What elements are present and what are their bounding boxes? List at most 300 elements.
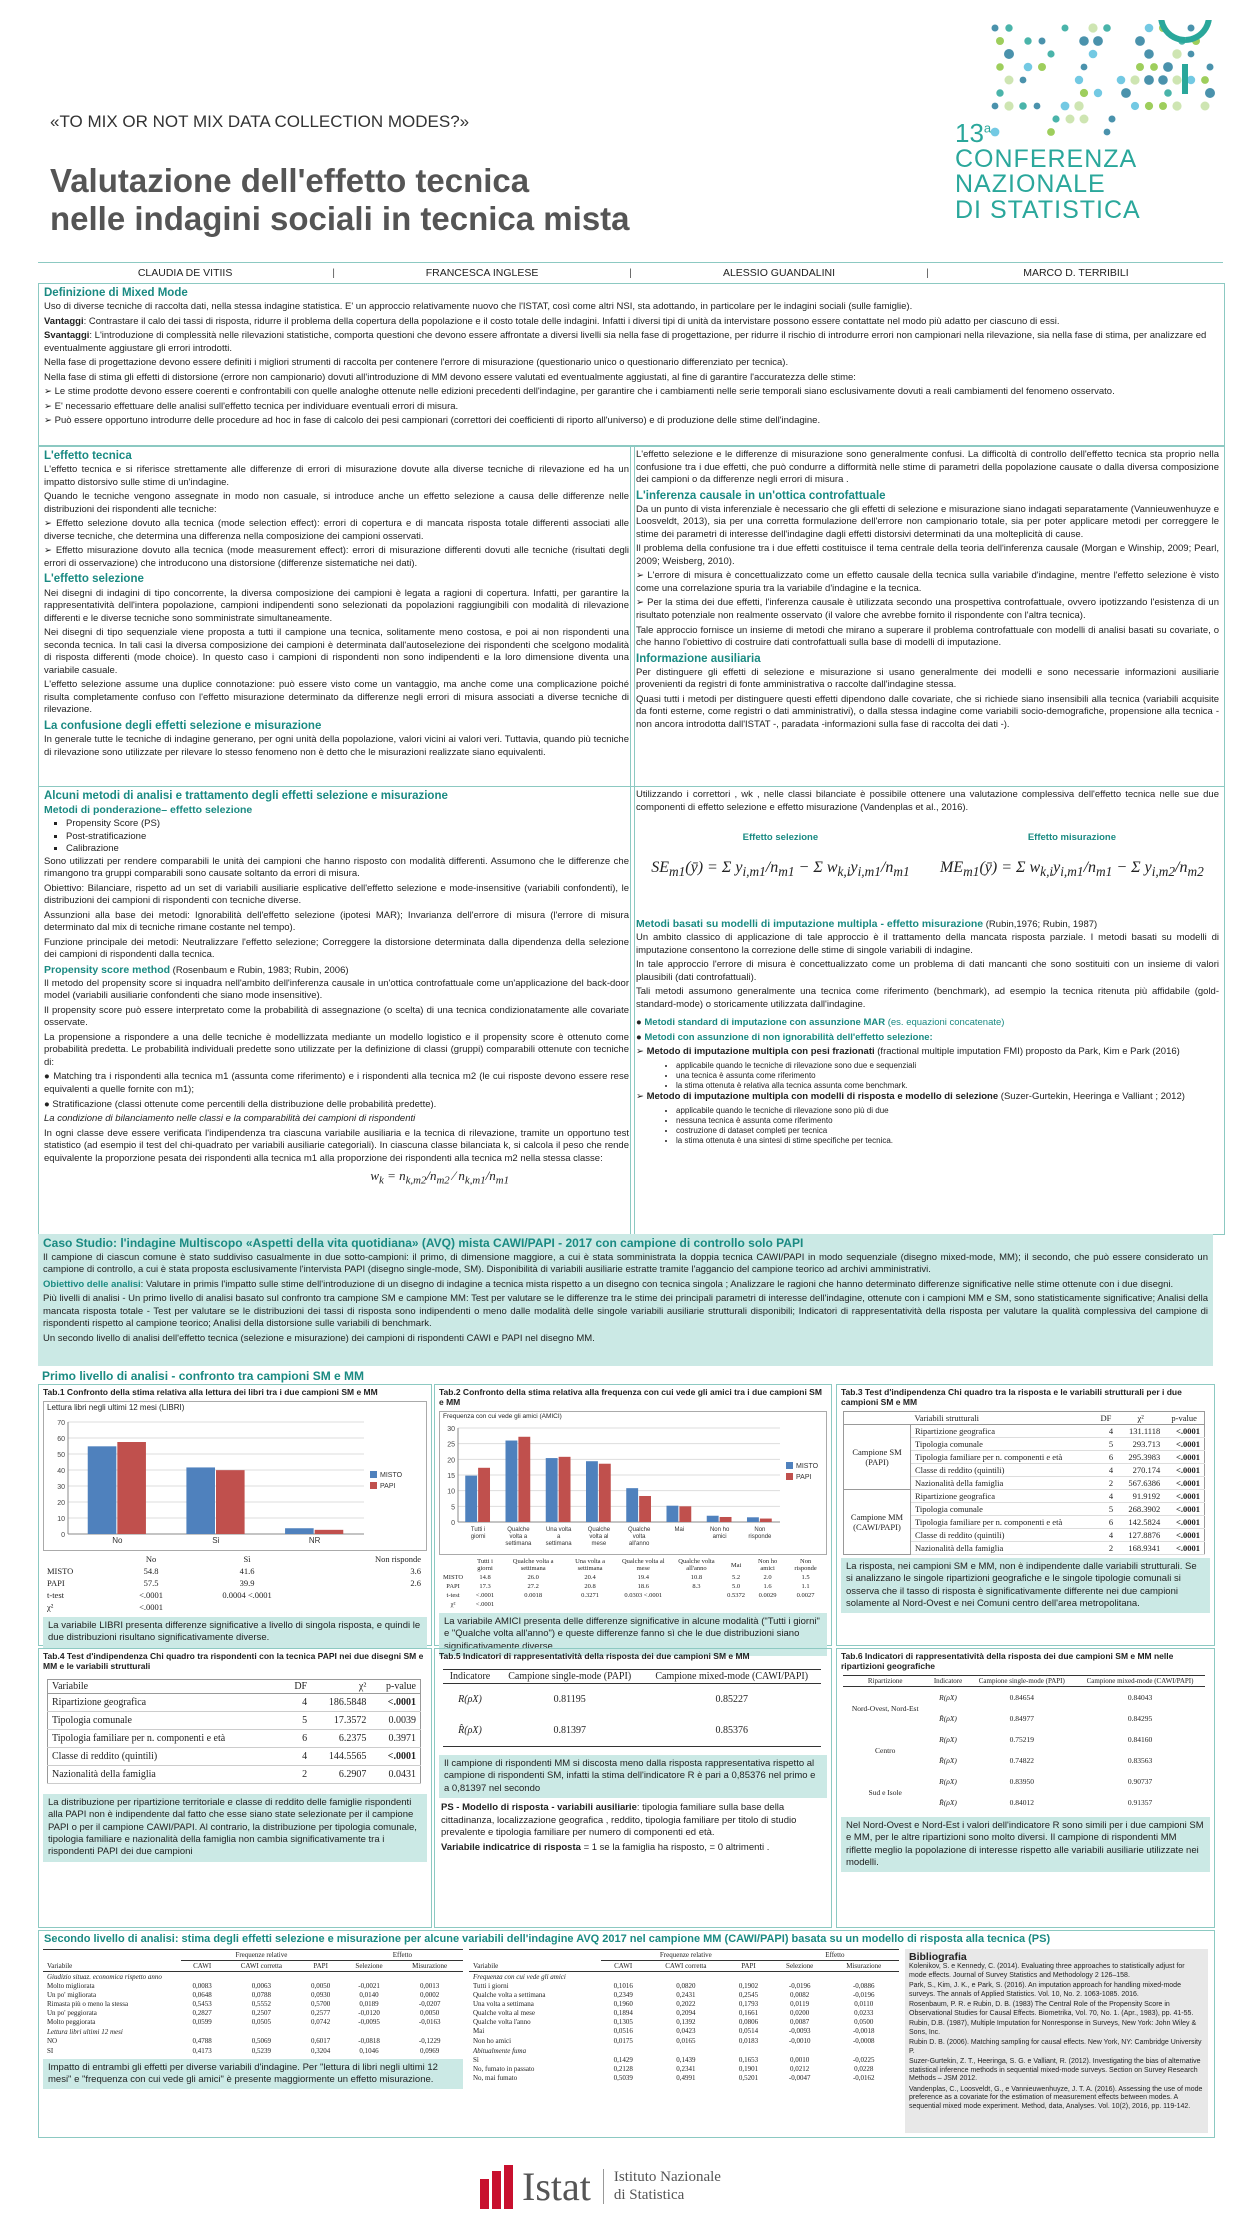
tab2-table — [439, 1557, 825, 1609]
table-cell: Qualche volta l'anno — [473, 2018, 531, 2027]
methods-p2: Obiettivo: Bilanciare, rispetto ad un set di variabili ausiliarie esplicative dell'effetto selezione e mode-insensitive (variabili confondenti), le distribuzioni dei campioni di rispondenti con tecniche diverse. — [44, 882, 629, 907]
table-cell: <.0001 — [1164, 1503, 1204, 1516]
mi-p1: Un ambito classico di applicazione di tale approccio è il trattamento della mancata risposta parziale. I metodi basati su modelli di imputazione consentono la correzione delle stime di singole variabili di indagine. — [636, 932, 1219, 956]
methods-title: Alcuni metodi di analisi e trattamento degli effetti selezione e misurazione — [44, 790, 448, 802]
table-cell: Un po' peggiorata — [47, 2009, 97, 2018]
table-row — [469, 2000, 899, 2009]
table-cell: 0.0027 — [796, 1592, 815, 1599]
table-row — [469, 1991, 899, 2000]
table-cell: 0,0514 — [738, 2027, 759, 2036]
table-row — [439, 1600, 825, 1609]
table-cell: 5 — [1095, 1438, 1117, 1451]
table-cell: Nazionalità della famiglia — [911, 1542, 1095, 1555]
poster-kicker: «TO MIX OR NOT MIX DATA COLLECTION MODES?» — [50, 112, 470, 131]
table-row — [469, 2018, 899, 2027]
bar-papi — [599, 1464, 611, 1522]
table-cell: 0,1429 — [613, 2055, 633, 2064]
logo-dot — [1150, 63, 1158, 71]
intro-bullet-1: Le stime prodotte devono essere coerenti e confrontabili con quelle analoghe ottenute nelle edizioni precedenti dell'indagine, per garantire che i cambiamenti nelle serie temporali siano esclusivamente dovuti a reali cambiamenti del fenomeno osservato. — [54, 386, 1115, 398]
subheader: Effetto — [342, 1950, 463, 1961]
table-cell: 0,0820 — [676, 1982, 696, 1990]
table-cell: 6 — [284, 1730, 311, 1748]
tab2-header: Qualche volta al mese — [621, 1558, 665, 1572]
poster-title — [50, 162, 630, 238]
advantages-label: Vantaggi — [44, 315, 84, 327]
bar-papi — [478, 1468, 490, 1522]
tab6-header: Indicatore — [933, 1677, 963, 1685]
table-cell: 14.8 — [479, 1574, 491, 1581]
intro-title: Definizione di Mixed Mode — [44, 287, 188, 299]
tab2-title: Tab.2 Confronto della stima relativa alla frequenza con cui vede gli amici tra i due campioni SM e MM — [439, 1387, 822, 1407]
table-cell: Qualche volta a settimana — [473, 1991, 546, 2000]
table-row — [469, 2037, 899, 2046]
table-cell: 295.3983 — [1117, 1451, 1164, 1464]
table-cell: 0,5453 — [192, 2000, 212, 2009]
x-tick-label: risponde — [748, 1534, 772, 1540]
tab5 — [434, 1648, 832, 1928]
institute-line-1: Istituto Nazionale — [613, 2169, 721, 2186]
group-label: Campione MM (CAWI/PAPI) — [844, 1490, 911, 1555]
tab4-header: DF — [294, 1681, 308, 1692]
bar-misto — [505, 1441, 517, 1522]
table-cell: 20.8 — [584, 1583, 596, 1590]
subheader: Frequenze relative — [601, 1950, 771, 1961]
table-cell: 19.4 — [637, 1574, 649, 1581]
methods-p3: Assunzioni alla base dei metodi: Ignorabilità dell'effetto selezione (ipotesi MAR); Invarianza dell'errore di misura (l'errore di misura determinato dal mix di tecniche rimane costante nel tempo). — [44, 909, 629, 934]
bibliography-item: Park, S., Kim, J. K., e Park, S. (2016). An imputation approach for handling mixed-mode surveys. The annals of Applied Statistics. Vol. 10, No. 2. 1063-1085. 2016. — [909, 1982, 1181, 1998]
selection-p1: Nei disegni di indagini di tipo concorrente, la diversa composizione dei campioni è legata a ragioni di copertura. Infatti, per garantire la rappresentatività dell'intera popolazione, campioni indipendenti sono selezionati da popolazioni raggiungibili con modalità di rilevazione differenti e le diverse tecniche sono somministrate simultaneamente. — [44, 587, 629, 624]
table-cell: 18.6 — [637, 1583, 649, 1590]
istat-bars-icon — [480, 2165, 516, 2209]
col-header: Selezione — [786, 1962, 814, 1970]
methods-p9: In ogni classe deve essere verificata l'indipendenza tra ciascuna variabile ausiliaria e la tecnica di rilevazione, tramite un opportuno test statistico (ad esempio il test del chi-quadrato per variabili ausiliarie categoriali). In ciascuna classe bilanciata k, si calcola il peso che rende equivalente la proporzione pesata dei rispondenti alla tecnica m1 alla proporzione dei rispondenti alla tecnica m2 nella stessa classe: — [44, 1127, 629, 1164]
group-label: Sud e Isole — [868, 1787, 902, 1797]
table-cell: 0,1392 — [676, 2018, 696, 2027]
selection-title: L'effetto selezione — [44, 573, 144, 586]
tab1-header: Sì — [243, 1554, 251, 1564]
logo-dot — [1062, 25, 1069, 32]
table-cell: 0.3271 — [581, 1592, 600, 1599]
y-tick-label: 40 — [57, 1468, 65, 1475]
logo-dot — [996, 89, 1003, 96]
tab7-table — [43, 1949, 463, 2056]
table-cell: 6.2375 — [311, 1730, 370, 1748]
logo-dot — [1047, 50, 1054, 57]
table-cell: 0,2577 — [311, 2009, 331, 2018]
table-cell: 0.81397 — [553, 1725, 586, 1736]
table-cell: 0,0050 — [420, 2009, 440, 2018]
weighting-title: Metodi di ponderazione– effetto selezione — [44, 804, 253, 817]
table-cell: -0,0018 — [852, 2027, 875, 2036]
x-tick-label: Tutti i — [470, 1527, 486, 1533]
x-tick-label: Non ho — [709, 1527, 730, 1533]
col-header: CAWI — [614, 1962, 633, 1970]
tab8-table — [469, 1949, 899, 2083]
table-cell: -0,0120 — [358, 2009, 380, 2018]
methods-p5: Il metodo del propensity score si inquadra nell'ambito dell'inferenza causale in un'ottica controfattuale come un'applicazione del back-door model (variabili ausiliarie confondenti che siano mode insensitive). — [44, 977, 629, 1002]
formula-measurement-title: Effetto misurazione — [1027, 832, 1116, 844]
table-cell: Ripartizione geografica — [911, 1425, 1095, 1438]
logo-dot — [992, 103, 999, 110]
table-cell: 0.84043 — [1127, 1693, 1153, 1702]
col-header: PAPI — [313, 1962, 328, 1970]
tab3 — [836, 1384, 1215, 1646]
logo-dot — [992, 25, 999, 32]
tab5-title: Tab.5 Indicatori di rappresentatività della risposta dei due campioni SM e MM — [439, 1651, 750, 1661]
table-row — [48, 1766, 421, 1784]
y-tick-label: 15 — [447, 1473, 455, 1480]
logo-dot — [1093, 36, 1103, 46]
table-cell: 4 — [284, 1748, 311, 1766]
logo-dot — [1172, 49, 1181, 58]
case-objective-label: Obiettivo delle analisi — [43, 1278, 141, 1290]
table-cell: 0.84012 — [1009, 1798, 1034, 1807]
methods-p1: Sono utilizzati per rendere comparabili le unità dei campioni che hanno risposto con modalità differenti. Assumono che le differenze che rimangono tra gruppi comparabili sono causate soltanto da errori di misura. — [44, 855, 629, 880]
logo-dot — [1136, 63, 1144, 71]
table-cell: 4 — [284, 1694, 311, 1712]
mi-ref: (Rubin,1976; Rubin, 1987) — [985, 919, 1098, 931]
table-row — [43, 2047, 463, 2056]
bibliography-item: Kolenikov, S. e Kennedy, C. (2014). Evaluating three approaches to statistically adjust for mode effects. Journal of Survey Statistics and Methodology 2 126–158. — [909, 1963, 1185, 1979]
table-cell: 0,5700 — [311, 2000, 331, 2009]
table-cell: 0,2094 — [676, 2009, 696, 2018]
selection-p3: L'effetto selezione assume una duplice connotazione: può essere visto come un vantaggio, ma anche come una complicazione poiché risulta completamente confuso con l'effetto misurazione determinato da differenze negli errori di misura associati a diverse tecniche di rilevazione. — [44, 679, 629, 716]
table-cell: 0,1046 — [359, 2046, 379, 2055]
table-row — [469, 2056, 899, 2065]
table-cell: <.0001 — [1164, 1529, 1204, 1542]
x-tick-label: Qualche — [587, 1527, 611, 1533]
title-line-2: nelle indagini sociali in tecnica mista — [50, 199, 630, 237]
x-tick-label: Una volta — [545, 1527, 572, 1533]
table-cell: -0,0095 — [358, 2018, 380, 2027]
fmi-method: Metodo di imputazione multipla con pesi frazionati — [646, 1046, 875, 1058]
table-cell: <.0001 — [139, 1590, 163, 1600]
table-row — [844, 1490, 1205, 1503]
case-title: Caso Studio: l'indagine Multiscopo «Aspetti della vita quotidiana» (AVQ) mista CAWI/PAPI - 2017 con campione di controllo solo PAPI — [43, 1236, 804, 1250]
table-cell: 0,5552 — [251, 2000, 272, 2009]
table-cell: 0.85376 — [715, 1725, 748, 1736]
table-cell: Sì — [473, 2055, 479, 2064]
mi-nonignorable: Metodi con assunzione di non ignorabilità dell'effetto selezione: — [644, 1031, 933, 1043]
logo-dot — [1121, 88, 1131, 98]
bar-papi — [117, 1442, 146, 1534]
tab2-bar-chart — [440, 1424, 826, 1552]
bibliography-item: Vandenplas, C., Loosveldt, G., e Vannieuwenhuyze, J. T. A. (2016). Assessing the use of mode preference as a covariate for the estimation of measurement effects between modes. A sequential mixed mode experiment. Method, data, Analyses. Vol. 10(2), 2016, pp. 119-142. — [909, 2085, 1203, 2110]
table-cell: 0,5069 — [251, 2037, 272, 2046]
table-cell: <.0001 — [1164, 1438, 1204, 1451]
propensity-ref: (Rosenbaum e Rubin, 1983; Rubin, 2006) — [172, 964, 349, 976]
logo-dot — [1131, 102, 1139, 110]
table-cell: 0,4991 — [676, 2073, 696, 2082]
table-cell: 4 — [1095, 1529, 1117, 1542]
table-cell: 268.3902 — [1117, 1503, 1164, 1516]
table-cell: 0.91357 — [1127, 1798, 1153, 1807]
tab2-chart — [439, 1411, 827, 1555]
logo-dot — [1089, 50, 1098, 59]
table-cell: R̂(ρX) — [939, 1798, 957, 1807]
logo-dot — [1117, 76, 1126, 85]
tab3-header: Variabili strutturali — [914, 1413, 979, 1423]
logo-dot — [1024, 37, 1031, 44]
table-cell: -0,0196 — [852, 1991, 875, 2000]
table-cell: t-test — [446, 1592, 460, 1599]
logo-dot — [1061, 102, 1070, 111]
table-row — [43, 2037, 463, 2046]
bar-misto — [285, 1528, 314, 1534]
table-cell: <.0001 — [1164, 1490, 1204, 1503]
tab5-header: Campione single-mode (PAPI) — [508, 1671, 632, 1682]
confusion-p1: In generale tutte le tecniche di indagine generano, per ogni unità della popolazione, valori vicini ai valori veri. Tuttavia, quando più tecniche di rilevazione sono utilizzate per rilevare lo stesso fenomeno non è detto che le misurazioni realizzate siano equivalenti. — [44, 734, 629, 758]
conference-logo — [955, 120, 1141, 223]
table-cell: 0,0189 — [359, 2000, 379, 2009]
table-cell: 0.83950 — [1009, 1777, 1034, 1786]
methods-section: Alcuni metodi di analisi e trattamento degli effetti selezione e misurazione Metodi di ponderazione– effetto selezione ▪ Propensity Score (PS) ▪ Post-stratificazione ▪ Calibrazione Sono utilizzati per rendere comparabili le unità dei campioni che hanno risposto con modalità differenti. Assumono che le differenze che rimangono tra gruppi comparabili sono causate soltanto da errori di misura. Obiettivo: Bilanciare, rispetto ad un set di variabili ausiliarie esplicative dell'effetto selezione e mode-insensitive (variabili confondenti), le distribuzioni dei campioni di rispondenti con tecniche diverse. Assunzioni alla base dei metodi: Ignorabilità dell'effetto selezione (ipotesi MAR); Invarianza dell'errore di misura (l'errore di misura determinato dal mix di tecniche rimane costante nel tempo). Funzione principale dei metodi: Neutralizzare l'effetto selezione; Correggere la distorsione determinata dalla dipendenza della selezione dei campioni di rispondenti dalla tecnica. Propensity score method (Rosenbaum e Rubin, 1983; Rubin, 2006) Il metodo del propensity score si inquadra nell'ambito dell'inferenza causale in un'ottica controfattuale come un'applicazione del back-door model (variabili ausiliarie confondenti che siano mode insensitive). Il propensity score può essere interpretato come la probabilità di assegnazione (o scelta) di una tecnica condizionatamente alle covariate osservate. La propensione a rispondere a una delle tecniche è modellizzata mediante un modello logistico e il propensity score è ottenuto come probabilità predetta. Le probabilità individuali predette sono utilizzate per la definizione di classi (gruppi) comparabili ottenute con tecniche di: ● Matching tra i rispondenti alla tecnica m1 (assunta come riferimento) e i rispondenti alla tecnica m2 (le cui risposte devono essere rese equivalenti a quelle fornite con m1); ● Stratificazione (classi ottenute come percentili della distribuzione delle probabilità predette). La condizione di bilanciamento nelle classi e la comparabilità dei campioni di rispondenti In ogni classe deve essere verificata l'indipendenza tra ciascuna variabile ausiliaria e la tecnica di rilevazione, tramite un opportuno test statistico (ad esempio il test del chi-quadrato per variabili ausiliarie categoriali). In ciascuna classe bilanciata k, si calcola il peso che rende equivalente la proporzione pesata dei rispondenti alla tecnica m1 alla proporzione dei rispondenti alla tecnica m2 nella stessa classe: $w_k = n_{k,m2}/n_{m2}$ ∕ $n_{k,m1}/n_{m1}$ — [38, 786, 635, 1235]
logo-dot — [1144, 49, 1154, 59]
table-row — [843, 1687, 1205, 1709]
table-cell: 0.75219 — [1009, 1735, 1034, 1744]
conference-line-2: NAZIONALE — [955, 170, 1106, 199]
selection-p2: Nei disegni di tipo sequenziale viene proposta a tutti il campione una tecnica, solitamente meno costosa, e poi ai non rispondenti una seconda tecnica. In tali casi la diversa composizione dei campioni è determinata dall'autoselezione dei rispondenti che scelgono modalità di risposta differenti (mode choice). In questo caso i campioni di rispondenti non sono indipendenti e la loro dimensione diventa una variabile casuale. — [44, 627, 629, 676]
table-cell: 567.6386 — [1117, 1477, 1164, 1490]
tab1-title: Tab.1 Confronto della stima relativa alla lettura dei libri tra i due campioni SM e MM — [43, 1387, 378, 1397]
group-label: Frequenza con cui vede gli amici — [473, 1973, 566, 1981]
table-cell: <.0001 — [1164, 1464, 1204, 1477]
map-pin-icon — [1161, 20, 1209, 94]
author-4: MARCO D. TERRIBILI — [1023, 267, 1129, 279]
ps-label: PS - Modello di risposta - variabili ausiliarie — [441, 1802, 637, 1814]
bar-papi — [760, 1519, 772, 1522]
tab5-table — [443, 1669, 821, 1747]
y-tick-label: 20 — [447, 1457, 455, 1465]
table-cell: 0.0303 <.0001 — [624, 1592, 663, 1599]
table-cell: 2 — [1095, 1542, 1117, 1555]
author-1: CLAUDIA DE VITIIS — [137, 267, 233, 279]
table-cell: Rimasta più o meno la stessa — [47, 2000, 129, 2009]
table-row — [844, 1425, 1205, 1438]
istat-brand: Istat — [522, 2164, 591, 2209]
table-row — [43, 1982, 463, 1991]
mi-p2: In tale approccio l'errore di misura è concettualizzato come un problema di dati mancanti che sono sostituiti con un insieme di valori plausibili (dati controfattuali). — [636, 959, 1219, 983]
tab5-note: Il campione di rispondenti MM si discosta meno dalla risposta rappresentativa rispetto al campione di rispondenti SM, infatti la stima dell'indicatore R è pari a 0,85376 nel primo e a 0,81397 nel secondo — [439, 1755, 827, 1798]
table-cell: Nazionalità della famiglia — [911, 1477, 1095, 1490]
table-cell: 0,0083 — [192, 1982, 212, 1990]
tab2-header: Una volta a settimana — [575, 1558, 606, 1572]
logo-dot — [1038, 63, 1046, 71]
table-cell: 0,0806 — [738, 2018, 759, 2027]
table-cell: 0.3971 — [370, 1730, 420, 1748]
table-cell: Mai — [473, 2027, 485, 2036]
table-cell: Tipologia familiare per n. componenti e età — [911, 1451, 1095, 1464]
tab3-note: La risposta, nei campioni SM e MM, non è indipendente dalle variabili strutturali. Se si analizzano le singole ripartizioni geografiche e le singole tipologie comunali si osserva che il tasso di risposta è significativamente differente nei due campioni solamente al Nord-Ovest e nei Comuni centro dell'area metropolitana. — [841, 1558, 1210, 1613]
tab4-header: Variabile — [52, 1681, 89, 1692]
table-cell — [670, 1591, 723, 1600]
methods-p6: Il propensity score può essere interpretato come la probabilità di assegnazione (o scelta) di una tecnica condizionatamente alle covariate osservate. — [44, 1004, 629, 1029]
table-cell: Tipologia familiare per n. componenti e età — [911, 1516, 1095, 1529]
fmi-item: • una tecnica è assunta come riferimento — [676, 1071, 1219, 1081]
x-tick-label: settimana — [545, 1541, 572, 1547]
table-cell: 0,0200 — [790, 2009, 810, 2018]
table-cell: 5 — [284, 1712, 311, 1730]
table-cell: R(ρX) — [939, 1777, 957, 1786]
table-cell: 1.1 — [801, 1583, 810, 1590]
method-item: ▪ Calibrazione — [66, 843, 629, 856]
table-cell: PAPI — [446, 1583, 460, 1590]
table-cell: 0,2545 — [738, 1991, 759, 2000]
tab4-note: La distribuzione per ripartizione territoriale e classe di reddito delle famiglie rispondenti alla PAPI non è indipendente dal fatto che esse siano state selezionate per il campione PAPI o per il campione CAWI/PAPI. Al contrario, la distribuzione per tipologia comunale, tipologia familiare e nazionalità della famiglia non cambia significativamente tra i rispondenti PAPI dei due campioni — [43, 1794, 427, 1862]
logo-dot — [1081, 64, 1088, 71]
tab8 — [469, 1949, 899, 2083]
table-cell: 4 — [1095, 1425, 1117, 1438]
y-tick-label: 20 — [57, 1500, 65, 1507]
col-header: CAWI corretta — [240, 1962, 282, 1970]
logo-dot — [1020, 77, 1027, 84]
table-cell — [617, 1600, 670, 1609]
x-tick-label: amici — [712, 1534, 727, 1540]
subheader: Effetto — [771, 1950, 899, 1961]
table-cell: 2 — [1095, 1477, 1117, 1490]
logo-dot — [1024, 63, 1033, 72]
table-cell: 0,2507 — [251, 2009, 272, 2018]
tab3-table — [843, 1411, 1205, 1555]
table-cell: 0.0018 — [524, 1592, 543, 1599]
table-cell: 0.84295 — [1127, 1714, 1153, 1723]
table-cell: 186.5848 — [311, 1694, 370, 1712]
table-cell: 5.2 — [732, 1574, 741, 1581]
tab3-header: p-value — [1171, 1413, 1197, 1423]
logo-dot — [1094, 89, 1102, 97]
table-cell: 0,0013 — [420, 1982, 440, 1990]
table-cell: -0,0021 — [358, 1982, 380, 1990]
logo-dot — [1005, 76, 1014, 85]
bar-misto — [88, 1446, 117, 1534]
tab2-header — [439, 1557, 467, 1573]
conference-sup: a — [983, 120, 992, 136]
second-title: Secondo livello di analisi: stima degli effetti selezione e misurazione per alcune variabili dell'indagine AVQ 2017 nel campione MM (CAWI/PAPI) basata su un modello di risposta alla tecnica (PS) — [44, 1933, 1051, 1945]
table-cell: R̂(ρX) — [458, 1725, 482, 1736]
tab2-note: La variabile AMICI presenta delle differenze significative in alcune modalità ("Tutti i giorni" e "Qualche volta all'anno") e queste differenze fanno sì che le due distribuzioni siano significativamente diverse. — [439, 1613, 827, 1656]
mims-item: • applicabile quando le tecniche di rilevazione sono più di due — [676, 1106, 1219, 1116]
fmi-item: • applicabile quando le tecniche di rilevazione sono due e sequenziali — [676, 1061, 1219, 1071]
weight-formula: $w_k = n_{k,m2}/n_{m2}$ ∕ $n_{k,m1}/n_{m1}$ — [370, 1168, 509, 1187]
table-cell: 6 — [1095, 1516, 1117, 1529]
tab5-header: Indicatore — [449, 1671, 491, 1682]
bar-misto — [747, 1517, 759, 1522]
tab3-header: DF — [1100, 1413, 1112, 1423]
table-cell: 91.9192 — [1117, 1490, 1164, 1503]
table-cell: 0.84654 — [1009, 1693, 1034, 1702]
table-cell: 5 — [1095, 1503, 1117, 1516]
table-cell: <.0001 — [1164, 1451, 1204, 1464]
table-cell: 57.5 — [143, 1578, 159, 1588]
table-cell: 0,2349 — [613, 1991, 633, 2000]
case-p1: Il campione di ciascun comune è stato suddiviso casualmente in due sotto-campioni: il primo, di dimensione maggiore, a cui è stata somministrata la doppia tecnica CAWI/PAPI in modo sequenziale (disegno mixed-mode, MM); il secondo, che può essere considerato un campione di controllo, a cui è stata proposta esclusivamente l'intervista PAPI (disegno single-mode, SM). Disponibilità di variabili ausiliarie estratte tramite l'aggancio del campione teorico ad archivi amministrativi. — [43, 1251, 1208, 1276]
group-label: Campione SM (PAPI) — [844, 1425, 911, 1490]
tab7-note: Impatto di entrambi gli effetti per diverse variabili d'indagine. Per "lettura di libri negli ultimi 12 mesi" e "frequenza con cui vede gli amici" è presente maggiormente un effetto misurazione. — [43, 2059, 463, 2090]
table-cell: -0,0093 — [788, 2027, 811, 2036]
col-header: Misurazione — [412, 1962, 448, 1970]
table-cell: 0,2128 — [613, 2064, 633, 2073]
table-cell: 6.2907 — [311, 1766, 370, 1784]
table-cell: 0,0063 — [251, 1982, 272, 1990]
x-tick-label: volta — [632, 1534, 646, 1540]
bar-misto — [707, 1516, 719, 1522]
table-cell: Molto migliorata — [47, 1982, 95, 1990]
table-cell — [670, 1600, 723, 1609]
table-cell: 0,0788 — [251, 1991, 272, 2000]
legend-label: PAPI — [380, 1483, 396, 1490]
bibliography-item: Rubin D. B. (2006). Matching sampling for causal effects. New York, NY: Cambridge University P. — [909, 2039, 1202, 2055]
table-cell: -0,0008 — [852, 2036, 875, 2045]
tab2-header: Non ho amici — [757, 1558, 778, 1572]
logo-dot — [1145, 24, 1154, 33]
mi-p3: Tali metodi assumono generalmente una tecnica come riferimento (benchmark), ad esempio la tecnica ritenuta più affidabile (gold-standard-mode) o storicamente utilizzata dall'indagine. — [636, 986, 1219, 1010]
table-cell: <.0001 — [1164, 1477, 1204, 1490]
logo-dot — [1004, 49, 1014, 59]
legend-label: MISTO — [380, 1472, 403, 1479]
table-cell: R(ρX) — [939, 1735, 957, 1744]
table-row — [43, 1991, 463, 2000]
method-item: ▪ Propensity Score (PS) — [66, 818, 629, 831]
table-cell: 17.3 — [479, 1583, 491, 1590]
case-objective: : Valutare in primis l'impatto sulle stime dell'introduzione di un disegno di indagine a tecnica mista rispetto a un disegno con tecnica singola ; Analizzare le ragioni che hanno determinato differenze significative nelle stime ottenute con i due disegni. — [140, 1278, 1174, 1290]
table-cell: Un po' migliorata — [47, 1991, 97, 2000]
table-cell: 41.6 — [239, 1566, 255, 1576]
tab7 — [43, 1949, 463, 2089]
table-cell: Tipologia familiare per n. componenti e età — [48, 1730, 285, 1748]
table-cell: Ripartizione geografica — [48, 1694, 285, 1712]
tab4-header: p-value — [386, 1681, 416, 1692]
bar-papi — [679, 1506, 691, 1522]
legend-label: PAPI — [796, 1474, 812, 1481]
y-tick-label: 30 — [57, 1484, 65, 1491]
x-tick-label: NR — [308, 1536, 321, 1545]
tab1-chart-title: Lettura libri negli ultimi 12 mesi (LIBRI) — [47, 1403, 185, 1412]
logo-dot — [1188, 25, 1195, 32]
col-header: Variabile — [47, 1961, 73, 1970]
table-cell: 0,0110 — [854, 2000, 874, 2009]
tab1-chart — [43, 1401, 427, 1551]
table-row — [843, 1771, 1205, 1792]
intro-p5: Nella fase di stima gli effetti di distorsione (errore non campionario) dovuti all'introduzione di MM devono essere valutati ed eventualmente aggiustati, al fine di garantire l'accuratezza delle stime: — [44, 371, 856, 383]
effect-p1: L'effetto tecnica e si riferisce strettamente alle differenze di errori di misurazione dovute alla diverse tecniche di rilevazione ed ha un impatto distorsivo sulle stime di un'indagine. — [44, 464, 629, 488]
table-cell: -0,0163 — [418, 2018, 441, 2027]
table-cell: 0.74822 — [1009, 1756, 1034, 1765]
table-cell: 10.8 — [690, 1574, 703, 1581]
legend-swatch — [786, 1462, 793, 1469]
method-item: ▪ Post-stratificazione — [66, 831, 629, 844]
intro-bullet-2: E' necessario effettuare delle analisi sull'effetto tecnica per individuare eventuali errori di misura. — [54, 400, 459, 412]
tab1-header: Non risponde — [374, 1554, 421, 1564]
x-tick-label: Qualche — [627, 1527, 651, 1533]
table-cell: 0,2022 — [676, 2000, 696, 2009]
col-header: PAPI — [741, 1962, 756, 1970]
tab4-header: χ² — [358, 1681, 367, 1692]
y-tick-label: 10 — [447, 1488, 455, 1496]
table-cell: 0.0039 — [370, 1712, 420, 1730]
logo-dot — [1130, 75, 1139, 84]
subheader: Frequenze relative — [181, 1950, 342, 1961]
table-cell: 27.2 — [527, 1583, 539, 1590]
logo-dot — [1164, 89, 1172, 97]
table-cell: 54.8 — [143, 1566, 159, 1576]
logo-dot — [1103, 24, 1111, 32]
auxiliary-p2: Quasi tutti i metodi per distinguere questi effetti dipendono dalle covariate, che si richiede siano insensibili alla tecnica (variabili acquisite da fonti esterne, come registri o dati amministrativi), o dalla stessa indagine come variabili socio-demografiche, propensione alla tecnica - non ancora introdotta dall'ISTAT -, paradata -informazioni sulla fase di raccolta dei dati -). — [636, 693, 1219, 730]
mi-standard-note: (es. equazioni concatenate) — [887, 1017, 1005, 1029]
group-label: Centro — [875, 1745, 896, 1755]
formula-selection: $SE_{m1}(ȳ) = \Sigma$ $y_{i,m1}/n_{m1} - \Sigma$ $w_{k,i}y_{i,m1}/n_{m1}$ — [651, 858, 910, 879]
table-cell: 0,0050 — [311, 1982, 331, 1990]
table-cell: <.0001 — [370, 1748, 420, 1766]
